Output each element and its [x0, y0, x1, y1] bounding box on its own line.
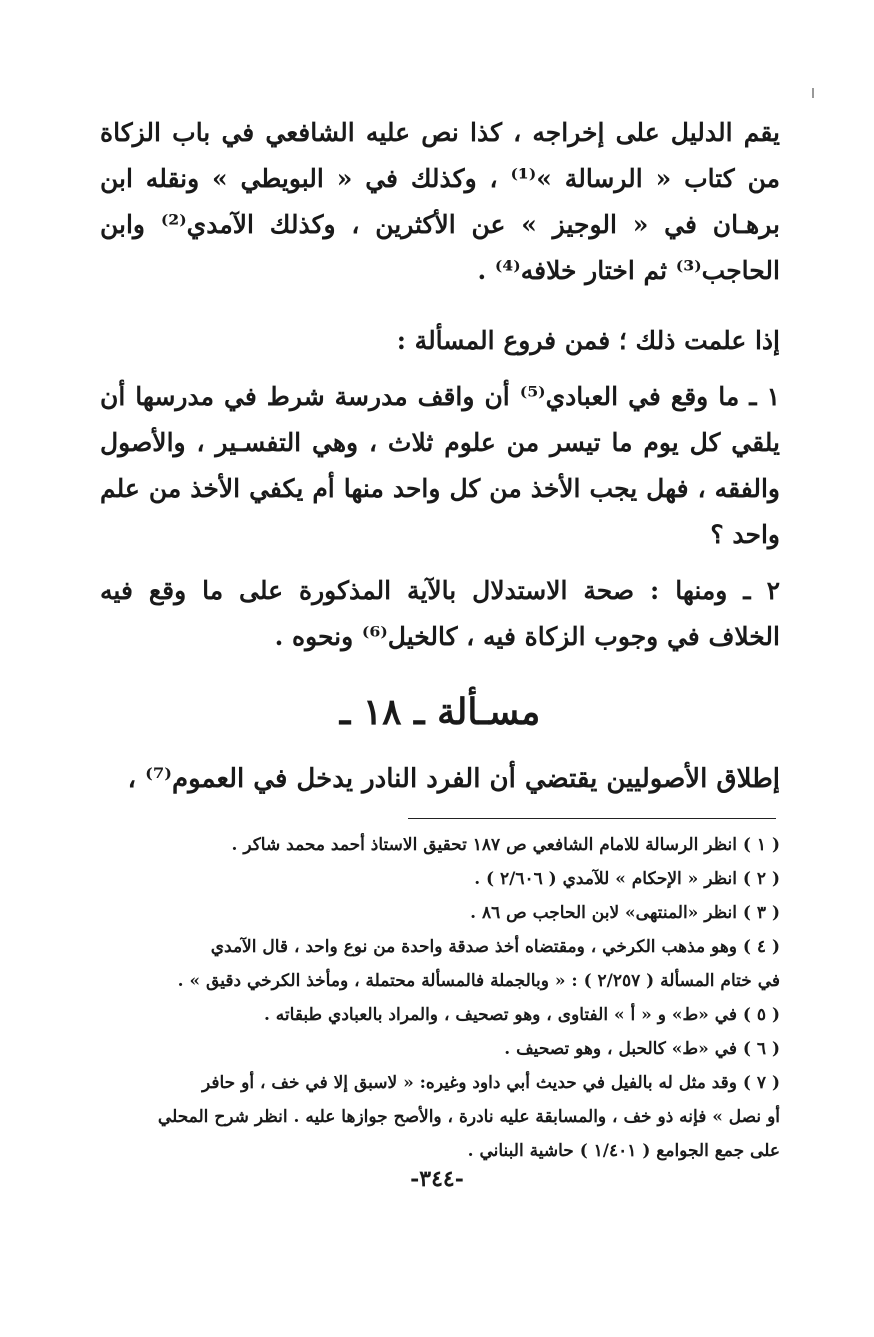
- footnote-4: ( ٤ ) وهو مذهب الكرخي ، ومقتضاه أخذ صدقة واحدة من نوع واحد ، قال الآمدي: [210, 937, 780, 957]
- footnotes: [100, 828, 780, 1168]
- footnote-7-continued: أو نصل » فإنه ذو خف ، والمسابقة عليه نادرة ، والأصح جوازها عليه . انظر شرح المحلي: [157, 1107, 780, 1127]
- scan-speck: [812, 88, 814, 98]
- footnote-7: ( ٧ ) وقد مثل له بالفيل في حديث أبي داود وغيره: « لاسبق إلا في خف ، أو حافر: [202, 1073, 780, 1093]
- footnote-5: ( ٥ ) في «ط» و « أ » الفتاوى ، وهو تصحيف ، والمراد بالعبادي طبقاته .: [263, 1005, 780, 1025]
- footnote-6: ( ٦ ) في «ط» كالحبل ، وهو تصحيف .: [504, 1039, 780, 1059]
- paragraph-item-1: ١ ـ ما وقع في العبادي⁽⁵⁾ أن واقف مدرسة شرط في مدرسها أن يلقي كل يوم ما تيسر من علوم ثلاث ، وهي التفسـير ، والأصول والفقه ، فهل يجب الأخذ من كل واحد منها أم يكفي الأخذ من علم واحد ؟: [100, 382, 780, 549]
- paragraph-continuation: يقم الدليل على إخراجه ، كذا نص عليه الشافعي في باب الزكاة من كتاب « الرسالة »⁽¹⁾ ، وكذلك في « البويطي » ونقله ابن برهـان في « الوجيز » عن الأكثرين ، وكذلك الآمدي⁽²⁾ وابن الحاجب⁽³⁾ ثم اختار خلافه⁽⁴⁾ .: [100, 118, 780, 285]
- main-text: [100, 110, 780, 804]
- footnote-3: ( ٣ ) انظر «المنتهى» لابن الحاجب ص ٨٦ .: [470, 903, 780, 923]
- footnote-2: ( ٢ ) انظر « الإحكام » للآمدي ( ٢/٦٠٦ ) .: [474, 869, 780, 889]
- footnote-divider: [408, 818, 776, 819]
- footnote-4-continued: في ختام المسألة ( ٢/٢٥٧ ) : « وبالجملة فالمسألة محتملة ، ومأخذ الكرخي دقيق » .: [177, 971, 780, 991]
- paragraph-intro-branches: إذا علمت ذلك ؛ فمن فروع المسألة :: [396, 326, 780, 355]
- paragraph-item-2: ٢ ـ ومنها : صحة الاستدلال بالآية المذكورة على ما وقع فيه الخلاف في وجوب الزكاة فيه ، كالخيل⁽⁶⁾ ونحوه .: [100, 576, 780, 651]
- footnote-7-end: على جمع الجوامع ( ١/٤٠١ ) حاشية البناني .: [467, 1141, 780, 1161]
- footnote-1: ( ١ ) انظر الرسالة للامام الشافعي ص ١٨٧ تحقيق الاستاذ أحمد محمد شاكر .: [231, 835, 780, 855]
- section-subtitle: إطلاق الأصوليين يقتضي أن الفرد النادر يدخل في العموم⁽⁷⁾ ،: [127, 764, 780, 794]
- section-heading: مسـألة ـ ١٨ ـ: [339, 691, 541, 733]
- page-number: -٣٤٤-: [410, 1166, 464, 1192]
